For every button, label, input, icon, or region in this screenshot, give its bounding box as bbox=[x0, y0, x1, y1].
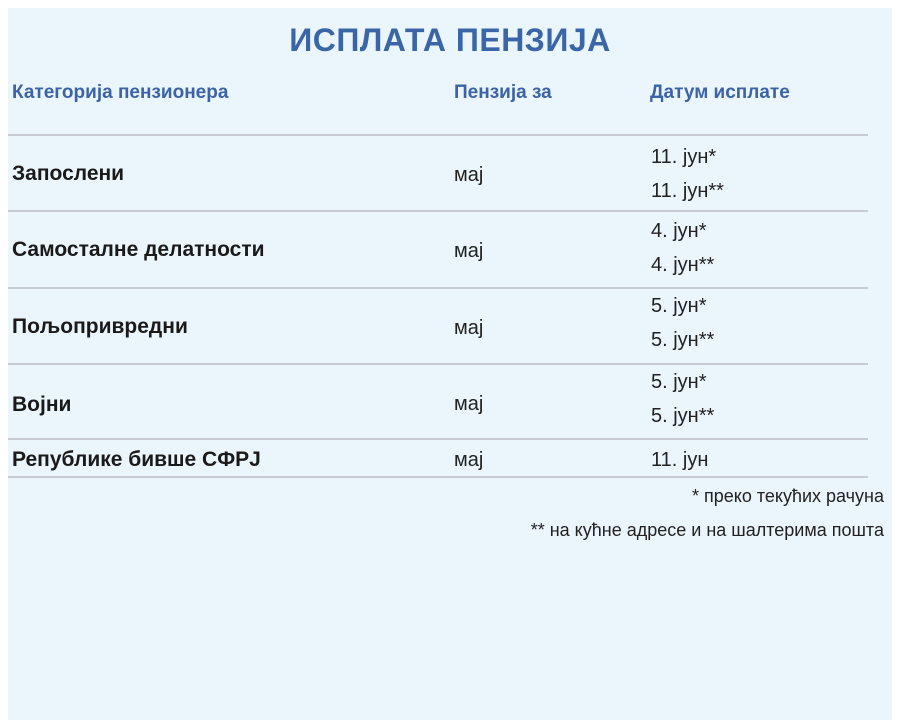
table-row bbox=[8, 289, 868, 363]
row-date-post: 5. јун** bbox=[651, 329, 715, 351]
row-pension-for: мај bbox=[454, 317, 484, 339]
row-date-bank: 4. јун* bbox=[651, 220, 707, 242]
row-pension-for: мај bbox=[454, 449, 484, 471]
table-row bbox=[8, 365, 868, 438]
table-row bbox=[8, 136, 868, 210]
column-header-pension-for: Пензија за bbox=[454, 82, 552, 103]
row-pension-for: мај bbox=[454, 164, 484, 186]
row-category: Самосталне делатности bbox=[12, 238, 265, 261]
footnote-post-office: ** на кућне адресе и на шалтерима пошта bbox=[530, 520, 884, 540]
row-category: Пољопривредни bbox=[12, 315, 188, 338]
row-date-bank: 11. јун bbox=[651, 449, 709, 471]
table-row bbox=[8, 440, 868, 476]
row-date-post: 4. јун** bbox=[651, 254, 715, 276]
table-bottom-divider bbox=[8, 476, 868, 478]
row-date-bank: 11. јун* bbox=[651, 146, 717, 168]
row-date-post: 5. јун** bbox=[651, 405, 715, 427]
table-title: ИСПЛАТА ПЕНЗИЈА bbox=[289, 22, 611, 58]
row-date-bank: 5. јун* bbox=[651, 295, 707, 317]
row-category: Републике бивше СФРЈ bbox=[12, 448, 261, 471]
row-category: Војни bbox=[12, 393, 72, 416]
row-date-bank: 5. јун* bbox=[651, 371, 707, 393]
pension-payment-panel bbox=[8, 8, 892, 720]
row-date-post: 11. јун** bbox=[651, 180, 724, 202]
row-pension-for: мај bbox=[454, 240, 484, 262]
row-category: Запослени bbox=[12, 162, 125, 185]
footnote-bank-account: * преко текућих рачуна bbox=[691, 486, 884, 506]
row-pension-for: мај bbox=[454, 393, 484, 415]
column-header-payment-date: Датум исплате bbox=[650, 82, 790, 103]
table-row bbox=[8, 212, 868, 286]
column-header-category: Категорија пензионера bbox=[12, 82, 229, 103]
